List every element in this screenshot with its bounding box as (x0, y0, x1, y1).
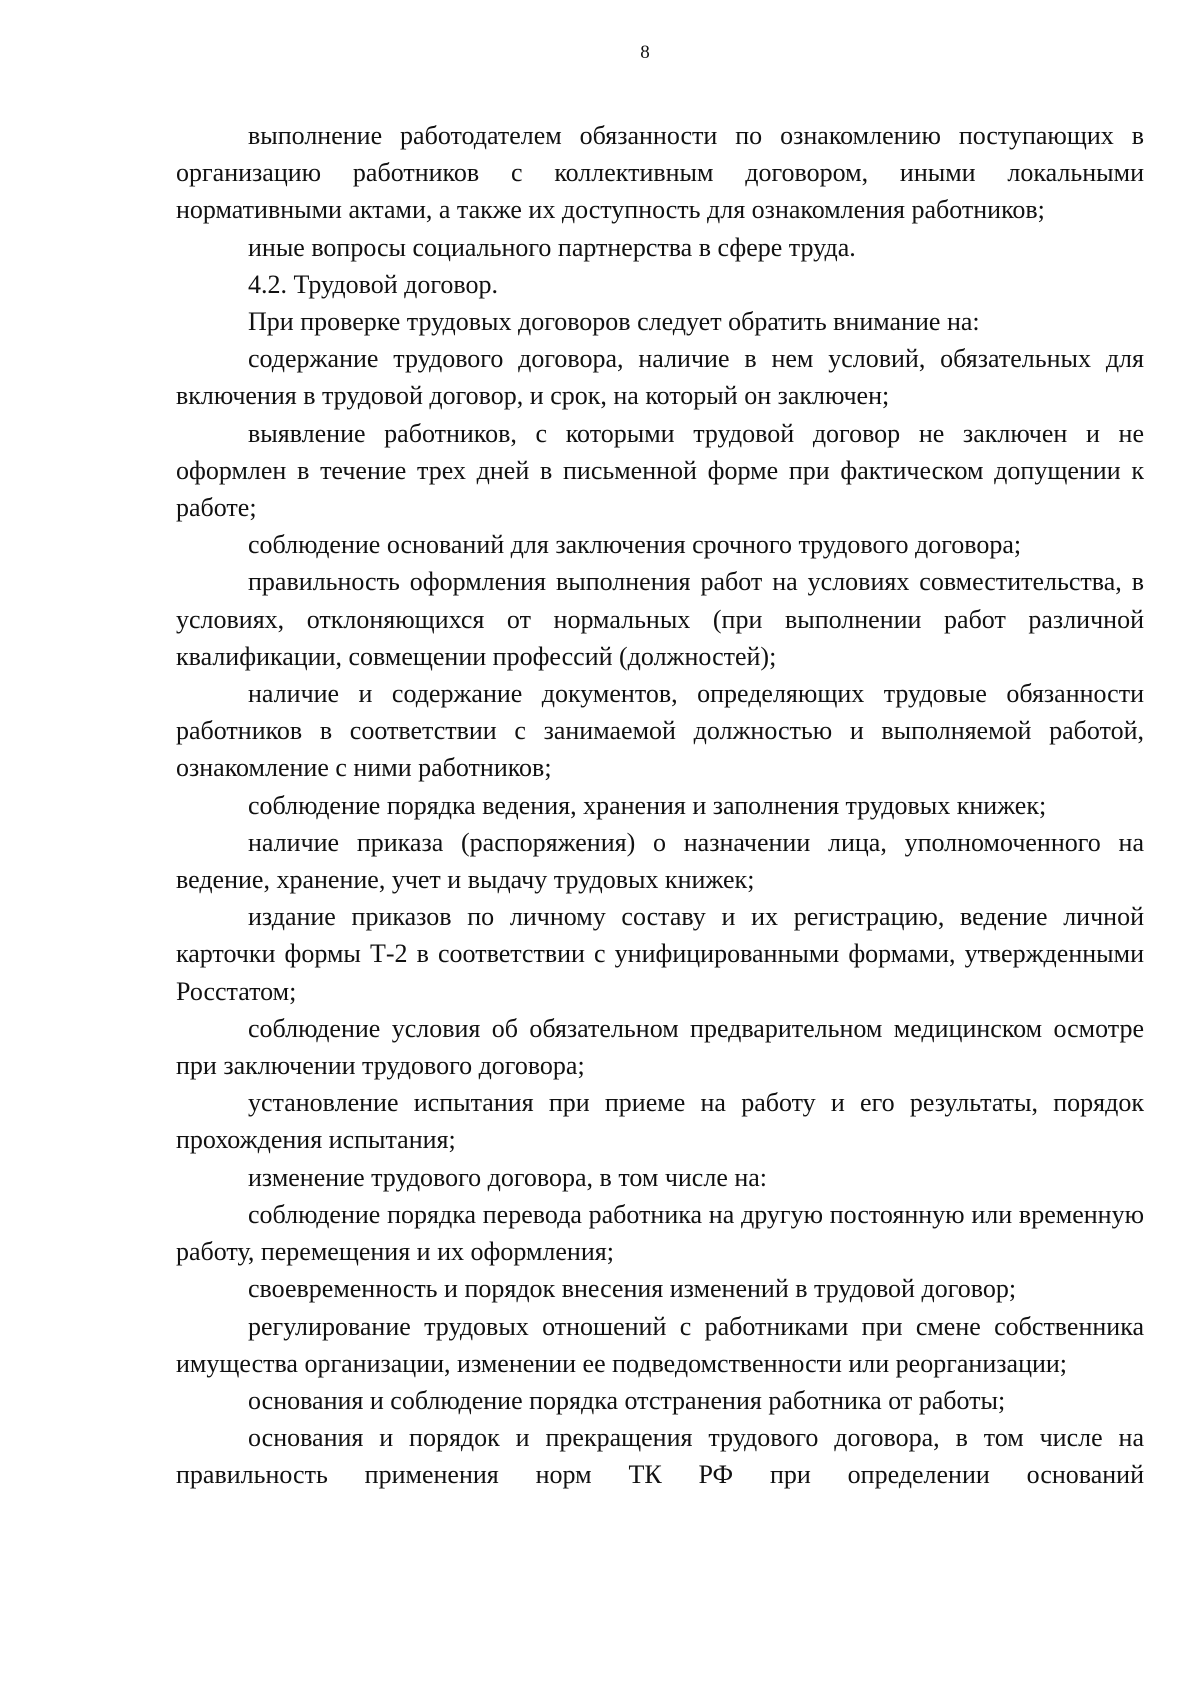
paragraph: выявление работников, с которыми трудовой договор не заключен и не оформлен в течение трех дней в письменной форме при фактическом допущении к работе; (176, 418, 1144, 523)
paragraph: соблюдение порядка перевода работника на другую постоянную или временную работу, перемещения и их оформления; (176, 1199, 1144, 1267)
paragraph: основания и порядок и прекращения трудового договора, в том числе на правильность применения норм ТК РФ при определении оснований (176, 1423, 1144, 1490)
paragraph: издание приказов по личному составу и их регистрацию, ведение личной карточки формы Т-2 в соответствии с унифицированными формами, утвержденными Росстатом; (176, 902, 1144, 1006)
paragraph: выполнение работодателем обязанности по ознакомлению поступающих в организацию работников с коллективным договором, иными локальными нормативными актами, а также их доступность для ознакомления работников; (176, 121, 1144, 225)
paragraph: содержание трудового договора, наличие в нем условий, обязательных для включения в трудовой договор, и срок, на который он заключен; (176, 344, 1144, 411)
paragraph: При проверке трудовых договоров следует обратить внимание на: (248, 307, 980, 337)
paragraph: правильность оформления выполнения работ на условиях совместительства, в условиях, отклоняющихся от нормальных (при выполнении работ различной квалификации, совмещении профессий (должностей); (176, 567, 1144, 671)
paragraph: регулирование трудовых отношений с работниками при смене собственника имущества организации, изменении ее подведомственности или реорганизации; (176, 1311, 1144, 1378)
paragraph: своевременность и порядок внесения изменений в трудовой договор; (248, 1274, 1017, 1304)
paragraph: наличие приказа (распоряжения) о назначении лица, уполномоченного на ведение, хранение, учет и выдачу трудовых книжек; (176, 827, 1144, 895)
body-text (176, 117, 1144, 1494)
paragraph: основания и соблюдение порядка отстранения работника от работы; (248, 1385, 1006, 1415)
paragraph: соблюдение порядка ведения, хранения и заполнения трудовых книжек; (248, 790, 1047, 820)
paragraph: установление испытания при приеме на работу и его результаты, порядок прохождения испытания; (176, 1088, 1144, 1155)
paragraph: наличие и содержание документов, определяющих трудовые обязанности работников в соответствии с занимаемой должностью и выполняемой работой, ознакомление с ними работников; (176, 679, 1144, 783)
paragraph: иные вопросы социального партнерства в сфере труда. (248, 232, 856, 262)
paragraph: соблюдение оснований для заключения срочного трудового договора; (248, 530, 1022, 560)
paragraph: изменение трудового договора, в том числе на: (248, 1162, 768, 1192)
paragraph: соблюдение условия об обязательном предварительном медицинском осмотре при заключении трудового договора; (176, 1013, 1144, 1081)
section-heading: 4.2. Трудовой договор. (248, 269, 498, 299)
page-number: 8 (640, 42, 650, 63)
